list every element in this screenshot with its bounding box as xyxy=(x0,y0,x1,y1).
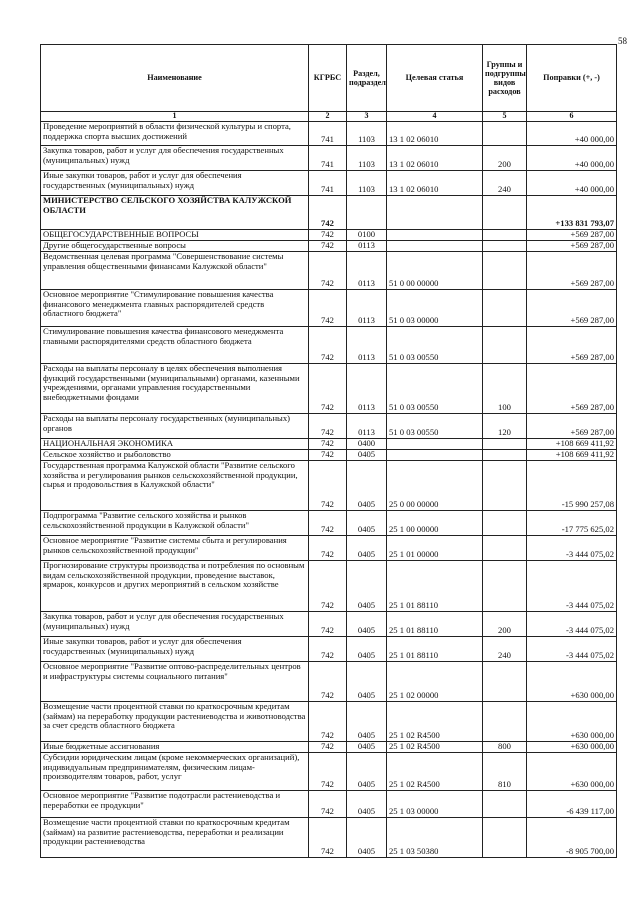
table-row xyxy=(41,611,617,636)
row-expense-group xyxy=(483,121,527,145)
row-kgrbs: 742 xyxy=(309,661,347,701)
row-expense-group: 200 xyxy=(483,611,527,636)
row-target-article: 25 1 01 88110 xyxy=(387,611,483,636)
row-name: Расходы на выплаты персоналу государственных (муниципальных) органов xyxy=(41,413,309,438)
row-section: 1103 xyxy=(347,170,387,195)
header-amendments: Поправки (+, -) xyxy=(527,45,617,112)
row-kgrbs: 742 xyxy=(309,636,347,661)
row-target-article xyxy=(387,449,483,460)
row-expense-group xyxy=(483,560,527,611)
row-target-article xyxy=(387,195,483,229)
table-row xyxy=(41,449,617,460)
row-amendment-amount: +108 669 411,92 xyxy=(527,438,617,449)
column-number: 4 xyxy=(387,112,483,122)
row-amendment-amount: +569 287,00 xyxy=(527,240,617,251)
row-expense-group xyxy=(483,195,527,229)
row-kgrbs: 742 xyxy=(309,701,347,741)
row-section: 0405 xyxy=(347,636,387,661)
row-kgrbs: 742 xyxy=(309,790,347,817)
row-target-article: 13 1 02 06010 xyxy=(387,145,483,170)
row-target-article: 51 0 03 00550 xyxy=(387,413,483,438)
table-row xyxy=(41,790,617,817)
table-row xyxy=(41,326,617,363)
table-row xyxy=(41,741,617,752)
row-kgrbs: 742 xyxy=(309,817,347,857)
budget-table xyxy=(40,44,617,858)
row-amendment-amount: +630 000,00 xyxy=(527,701,617,741)
row-amendment-amount: +569 287,00 xyxy=(527,363,617,413)
row-section: 0113 xyxy=(347,240,387,251)
row-name: Проведение мероприятий в области физической культуры и спорта, поддержка спорта высших достижений xyxy=(41,121,309,145)
row-section: 0405 xyxy=(347,535,387,560)
row-name: Закупка товаров, работ и услуг для обеспечения государственных (муниципальных) нужд xyxy=(41,145,309,170)
table-body xyxy=(41,121,617,857)
row-expense-group xyxy=(483,251,527,289)
row-name: Основное мероприятие "Стимулирование повышения качества финансового менеджмента главных распорядителей средств областного бюджета" xyxy=(41,289,309,326)
row-expense-group xyxy=(483,438,527,449)
row-kgrbs: 742 xyxy=(309,741,347,752)
column-number: 2 xyxy=(309,112,347,122)
row-section xyxy=(347,195,387,229)
row-amendment-amount: -3 444 075,02 xyxy=(527,560,617,611)
row-amendment-amount: +40 000,00 xyxy=(527,145,617,170)
header-target: Целевая статья xyxy=(387,45,483,112)
row-target-article: 51 0 03 00550 xyxy=(387,363,483,413)
header-section: Раздел, подраздел xyxy=(347,45,387,112)
row-section: 0405 xyxy=(347,661,387,701)
row-amendment-amount: +630 000,00 xyxy=(527,661,617,701)
column-numbers-row xyxy=(41,112,617,122)
row-name: Возмещение части процентной ставки по краткосрочным кредитам (займам) на переработку продукции растениеводства и животноводства за счет средств областного бюджета xyxy=(41,701,309,741)
row-target-article xyxy=(387,438,483,449)
table-row xyxy=(41,240,617,251)
row-amendment-amount: -3 444 075,02 xyxy=(527,636,617,661)
row-kgrbs: 742 xyxy=(309,413,347,438)
row-target-article: 51 0 03 00000 xyxy=(387,289,483,326)
row-amendment-amount: -3 444 075,02 xyxy=(527,611,617,636)
row-target-article: 51 0 03 00550 xyxy=(387,326,483,363)
table-row xyxy=(41,413,617,438)
row-amendment-amount: +630 000,00 xyxy=(527,741,617,752)
row-section: 0400 xyxy=(347,438,387,449)
row-name: Сельское хозяйство и рыболовство xyxy=(41,449,309,460)
row-expense-group xyxy=(483,229,527,240)
row-name: Закупка товаров, работ и услуг для обеспечения государственных (муниципальных) нужд xyxy=(41,611,309,636)
row-target-article: 25 1 01 88110 xyxy=(387,636,483,661)
row-kgrbs: 741 xyxy=(309,170,347,195)
row-kgrbs: 742 xyxy=(309,363,347,413)
row-section: 0405 xyxy=(347,460,387,510)
row-expense-group xyxy=(483,817,527,857)
row-expense-group: 240 xyxy=(483,636,527,661)
table-row xyxy=(41,460,617,510)
row-name: Ведомственная целевая программа "Совершенствование системы управления общественными финансами Калужской области" xyxy=(41,251,309,289)
row-name: Расходы на выплаты персоналу в целях обеспечения выполнения функций государственными (муниципальными) органами, казенными учреждениями, органами управления государственными внебюджетными фондами xyxy=(41,363,309,413)
row-expense-group: 810 xyxy=(483,752,527,790)
row-name: ОБЩЕГОСУДАРСТВЕННЫЕ ВОПРОСЫ xyxy=(41,229,309,240)
row-kgrbs: 742 xyxy=(309,240,347,251)
table-row xyxy=(41,560,617,611)
row-expense-group: 100 xyxy=(483,363,527,413)
row-amendment-amount: +40 000,00 xyxy=(527,121,617,145)
table-row xyxy=(41,195,617,229)
row-section: 0405 xyxy=(347,741,387,752)
row-name: Стимулирование повышения качества финансового менеджмента главными распорядителями средств областного бюджета xyxy=(41,326,309,363)
header-kgrbs: КГРБС xyxy=(309,45,347,112)
table-row xyxy=(41,438,617,449)
row-expense-group: 800 xyxy=(483,741,527,752)
row-amendment-amount: +569 287,00 xyxy=(527,251,617,289)
row-section: 0405 xyxy=(347,817,387,857)
row-amendment-amount: -15 990 257,08 xyxy=(527,460,617,510)
row-target-article: 25 1 01 00000 xyxy=(387,535,483,560)
row-kgrbs: 741 xyxy=(309,145,347,170)
row-amendment-amount: +569 287,00 xyxy=(527,289,617,326)
row-name: Субсидии юридическим лицам (кроме некоммерческих организаций), индивидуальным предпринимателям, физическим лицам-производителям товаров, работ, услуг xyxy=(41,752,309,790)
row-kgrbs: 742 xyxy=(309,438,347,449)
row-section: 0113 xyxy=(347,251,387,289)
header-groups: Группы и подгруппы видов расходов xyxy=(483,45,527,112)
row-expense-group xyxy=(483,790,527,817)
row-kgrbs: 742 xyxy=(309,195,347,229)
row-section: 0113 xyxy=(347,289,387,326)
table-row xyxy=(41,701,617,741)
page-number: 58 xyxy=(618,36,627,46)
row-amendment-amount: -3 444 075,02 xyxy=(527,535,617,560)
row-section: 0405 xyxy=(347,449,387,460)
row-expense-group xyxy=(483,701,527,741)
row-target-article: 25 1 02 00000 xyxy=(387,661,483,701)
row-name: Иные закупки товаров, работ и услуг для обеспечения государственных (муниципальных) нужд xyxy=(41,636,309,661)
table-row xyxy=(41,661,617,701)
row-kgrbs: 742 xyxy=(309,449,347,460)
row-amendment-amount: +569 287,00 xyxy=(527,326,617,363)
row-name: Прогнозирование структуры производства и потребления по основным видам сельскохозяйственной продукции, проведение выставок, ярмарок, конкурсов и других мероприятий в сельском хозяйстве xyxy=(41,560,309,611)
row-amendment-amount: -8 905 700,00 xyxy=(527,817,617,857)
table-row xyxy=(41,170,617,195)
row-expense-group: 200 xyxy=(483,145,527,170)
column-number: 6 xyxy=(527,112,617,122)
table-row xyxy=(41,535,617,560)
table-row xyxy=(41,752,617,790)
row-name: Возмещение части процентной ставки по краткосрочным кредитам (займам) на развитие растениеводства, переработки и реализации продукции растениеводства xyxy=(41,817,309,857)
row-name: Подпрограмма "Развитие сельского хозяйства и рынков сельскохозяйственной продукции в Калужской области" xyxy=(41,510,309,535)
row-name: НАЦИОНАЛЬНАЯ ЭКОНОМИКА xyxy=(41,438,309,449)
row-section: 0405 xyxy=(347,701,387,741)
row-expense-group xyxy=(483,240,527,251)
row-name: Иные бюджетные ассигнования xyxy=(41,741,309,752)
row-kgrbs: 742 xyxy=(309,611,347,636)
column-number: 5 xyxy=(483,112,527,122)
row-section: 0113 xyxy=(347,363,387,413)
row-target-article: 25 1 03 50380 xyxy=(387,817,483,857)
row-name: МИНИСТЕРСТВО СЕЛЬСКОГО ХОЗЯЙСТВА КАЛУЖСКОЙ ОБЛАСТИ xyxy=(41,195,309,229)
row-section: 0113 xyxy=(347,413,387,438)
row-amendment-amount: +569 287,00 xyxy=(527,413,617,438)
row-target-article: 25 1 02 R4500 xyxy=(387,701,483,741)
row-amendment-amount: -17 775 625,02 xyxy=(527,510,617,535)
row-expense-group: 120 xyxy=(483,413,527,438)
row-target-article xyxy=(387,240,483,251)
row-kgrbs: 742 xyxy=(309,326,347,363)
row-kgrbs: 742 xyxy=(309,560,347,611)
table-row xyxy=(41,817,617,857)
row-section: 0405 xyxy=(347,560,387,611)
row-expense-group xyxy=(483,449,527,460)
table-row xyxy=(41,636,617,661)
row-kgrbs: 742 xyxy=(309,535,347,560)
column-number: 3 xyxy=(347,112,387,122)
table-row xyxy=(41,121,617,145)
table-row xyxy=(41,251,617,289)
row-amendment-amount: -6 439 117,00 xyxy=(527,790,617,817)
row-name: Основное мероприятие "Развитие подотрасли растениеводства и переработки ее продукции" xyxy=(41,790,309,817)
row-expense-group xyxy=(483,289,527,326)
row-target-article: 25 1 02 R4500 xyxy=(387,752,483,790)
table-row xyxy=(41,510,617,535)
table-row xyxy=(41,145,617,170)
row-expense-group xyxy=(483,326,527,363)
table-row xyxy=(41,289,617,326)
row-section: 0405 xyxy=(347,752,387,790)
row-kgrbs: 741 xyxy=(309,121,347,145)
row-target-article: 51 0 00 00000 xyxy=(387,251,483,289)
row-section: 0405 xyxy=(347,790,387,817)
row-target-article xyxy=(387,229,483,240)
row-kgrbs: 742 xyxy=(309,752,347,790)
row-name: Другие общегосударственные вопросы xyxy=(41,240,309,251)
table-row xyxy=(41,363,617,413)
row-kgrbs: 742 xyxy=(309,289,347,326)
row-expense-group xyxy=(483,510,527,535)
row-target-article: 25 1 00 00000 xyxy=(387,510,483,535)
row-name: Основное мероприятие "Развитие оптово-распределительных центров и инфраструктуры системы социального питания" xyxy=(41,661,309,701)
row-target-article: 13 1 02 06010 xyxy=(387,121,483,145)
row-amendment-amount: +40 000,00 xyxy=(527,170,617,195)
row-expense-group xyxy=(483,535,527,560)
row-amendment-amount: +108 669 411,92 xyxy=(527,449,617,460)
row-kgrbs: 742 xyxy=(309,251,347,289)
row-section: 1103 xyxy=(347,121,387,145)
row-section: 0100 xyxy=(347,229,387,240)
row-name: Государственная программа Калужской области "Развитие сельского хозяйства и регулирования рынков сельскохозяйственной продукции, сырья и продовольствия в Калужской области" xyxy=(41,460,309,510)
row-amendment-amount: +630 000,00 xyxy=(527,752,617,790)
row-expense-group: 240 xyxy=(483,170,527,195)
row-kgrbs: 742 xyxy=(309,229,347,240)
row-kgrbs: 742 xyxy=(309,460,347,510)
row-section: 1103 xyxy=(347,145,387,170)
row-amendment-amount: +133 831 793,07 xyxy=(527,195,617,229)
row-amendment-amount: +569 287,00 xyxy=(527,229,617,240)
row-section: 0405 xyxy=(347,611,387,636)
row-name: Иные закупки товаров, работ и услуг для обеспечения государственных (муниципальных) нужд xyxy=(41,170,309,195)
header-name: Наименование xyxy=(41,45,309,112)
row-section: 0405 xyxy=(347,510,387,535)
table-header-row xyxy=(41,45,617,112)
table-row xyxy=(41,229,617,240)
column-number: 1 xyxy=(41,112,309,122)
row-expense-group xyxy=(483,661,527,701)
row-target-article: 25 1 03 00000 xyxy=(387,790,483,817)
row-target-article: 25 1 01 88110 xyxy=(387,560,483,611)
row-expense-group xyxy=(483,460,527,510)
row-target-article: 25 1 02 R4500 xyxy=(387,741,483,752)
row-name: Основное мероприятие "Развитие системы сбыта и регулирования рынков сельскохозяйственной продукции" xyxy=(41,535,309,560)
row-kgrbs: 742 xyxy=(309,510,347,535)
row-target-article: 13 1 02 06010 xyxy=(387,170,483,195)
row-section: 0113 xyxy=(347,326,387,363)
row-target-article: 25 0 00 00000 xyxy=(387,460,483,510)
